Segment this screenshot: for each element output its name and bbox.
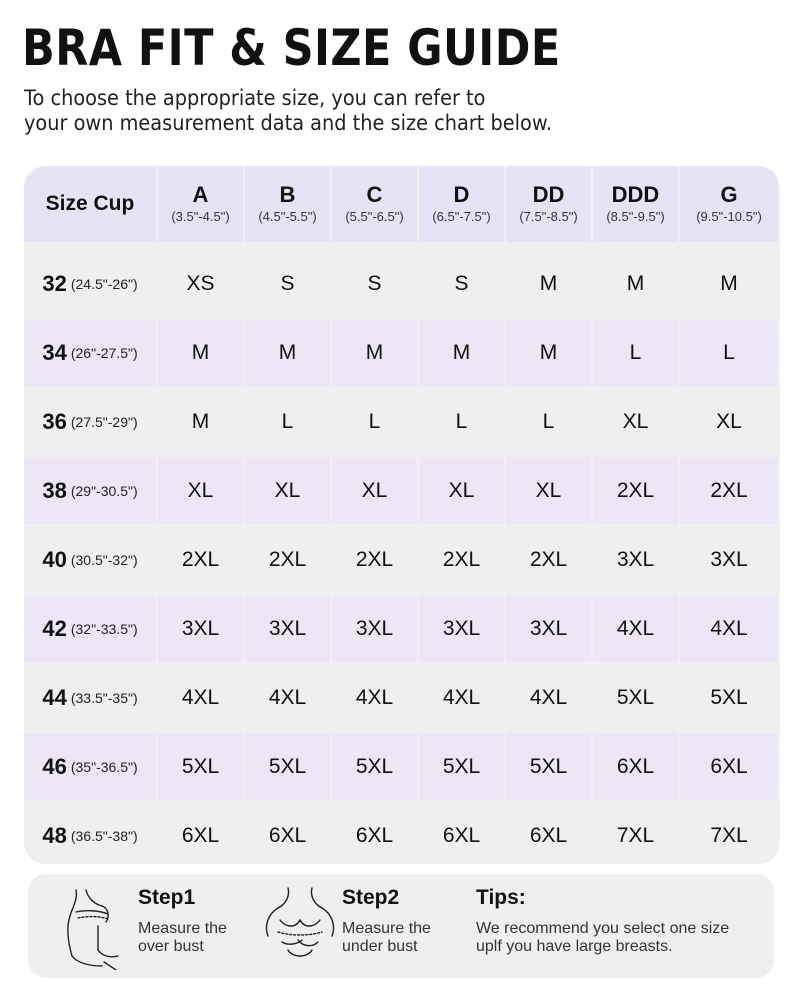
size-cell (419, 457, 504, 524)
cup-letter: B (279, 182, 296, 207)
band-cell-32 (24, 250, 156, 317)
page-title: BRA FIT & SIZE GUIDE (22, 19, 561, 77)
size-value: 4XL (616, 616, 655, 640)
band-number: 36 (42, 408, 67, 434)
size-value: 2XL (616, 478, 655, 502)
size-value: XL (274, 478, 301, 502)
cup-header-ddd (593, 166, 678, 242)
cup-header-b (245, 166, 330, 242)
size-cell (506, 802, 591, 864)
cup-letter: DD (532, 182, 565, 207)
size-cell (680, 250, 778, 317)
cup-letter: G (720, 182, 738, 207)
band-number: 44 (42, 684, 67, 710)
band-number: 42 (42, 615, 67, 641)
step1-title: Step1 (138, 886, 196, 909)
measurement-steps-panel (28, 874, 774, 978)
size-value: M (626, 271, 645, 295)
cup-header-c (332, 166, 417, 242)
size-value: 5XL (442, 754, 481, 778)
size-cell (419, 802, 504, 864)
band-range: (26"-27.5") (70, 344, 138, 361)
size-value: 2XL (355, 547, 394, 571)
size-value: 6XL (181, 823, 220, 847)
size-value: 6XL (442, 823, 481, 847)
cup-header-dd (506, 166, 591, 242)
size-value: 4XL (181, 685, 220, 709)
size-value: L (629, 340, 642, 364)
step2-text-line-2: under bust (342, 938, 418, 955)
size-value: 3XL (710, 547, 748, 571)
band-range: (27.5"-29") (70, 413, 138, 430)
size-value: M (365, 340, 384, 364)
size-value: M (191, 340, 210, 364)
tips-text (476, 920, 729, 956)
size-cell (680, 526, 778, 593)
size-cell (158, 595, 243, 662)
size-value: 6XL (355, 823, 394, 847)
size-value: XL (361, 478, 388, 502)
band-cell-48 (24, 802, 156, 864)
page-subtitle (24, 86, 723, 136)
size-cell (245, 595, 330, 662)
size-cell (158, 250, 243, 317)
size-cell (680, 595, 778, 662)
size-value: L (542, 409, 555, 433)
size-value: 6XL (268, 823, 307, 847)
size-cell (506, 664, 591, 731)
size-cell (506, 319, 591, 386)
size-value: L (368, 409, 381, 433)
size-cell (680, 388, 778, 455)
size-chart-table (24, 166, 780, 864)
size-value: 2XL (710, 478, 748, 502)
size-cell (680, 664, 778, 731)
step2-title: Step2 (342, 886, 400, 909)
band-range: (33.5"-35") (70, 689, 138, 706)
size-cell (593, 595, 678, 662)
size-value: XL (187, 478, 214, 502)
size-cell (419, 319, 504, 386)
size-cell (158, 664, 243, 731)
band-cell-42 (24, 595, 156, 662)
size-value: 6XL (616, 754, 655, 778)
size-cell (158, 388, 243, 455)
size-cell (245, 526, 330, 593)
band-range: (29"-30.5") (70, 482, 138, 499)
size-value: 4XL (529, 685, 568, 709)
band-cell-40 (24, 526, 156, 593)
size-cell (506, 388, 591, 455)
band-cell-46 (24, 733, 156, 800)
cup-letter: A (192, 182, 209, 207)
size-cell (593, 388, 678, 455)
step2-text (342, 920, 431, 956)
size-value: 5XL (616, 685, 655, 709)
size-value: XS (186, 271, 215, 295)
band-cell-34 (24, 319, 156, 386)
size-value: 3XL (181, 616, 220, 640)
step1-text-line-1: Measure the (138, 920, 227, 937)
band-number: 40 (42, 546, 67, 572)
size-value: XL (535, 478, 562, 502)
size-value: 4XL (710, 616, 748, 640)
size-value: 4XL (355, 685, 394, 709)
size-value: 3XL (442, 616, 481, 640)
size-cell (158, 802, 243, 864)
cup-range: (8.5"-9.5") (606, 209, 665, 224)
band-range: (24.5"-26") (70, 275, 138, 292)
band-number: 32 (42, 270, 67, 296)
size-cell (593, 526, 678, 593)
size-cell (332, 733, 417, 800)
size-value: S (280, 271, 295, 295)
size-value: L (723, 340, 735, 364)
size-value: 5XL (268, 754, 307, 778)
size-cell (419, 526, 504, 593)
size-cell (419, 733, 504, 800)
size-value: 3XL (616, 547, 655, 571)
cup-range: (7.5"-8.5") (519, 209, 578, 224)
cup-letter: DDD (611, 182, 660, 207)
size-cell (419, 595, 504, 662)
cup-range: (3.5"-4.5") (171, 209, 230, 224)
size-value: 3XL (529, 616, 568, 640)
band-range: (30.5"-32") (70, 551, 138, 568)
step1-text-line-2: over bust (138, 938, 204, 955)
size-value: XL (622, 409, 649, 433)
corner-label: Size Cup (45, 192, 135, 215)
size-value: M (539, 271, 558, 295)
size-value: L (455, 409, 468, 433)
cup-header-a (158, 166, 243, 242)
band-number: 48 (42, 822, 67, 848)
size-cell (158, 457, 243, 524)
cup-range: (6.5"-7.5") (432, 209, 491, 224)
size-value: M (720, 271, 738, 295)
size-cell (158, 733, 243, 800)
size-value: 5XL (529, 754, 568, 778)
band-cell-36 (24, 388, 156, 455)
size-cell (419, 664, 504, 731)
size-cell (419, 388, 504, 455)
size-value: L (281, 409, 294, 433)
size-value: 7XL (616, 823, 655, 847)
size-value: S (367, 271, 382, 295)
size-value: 2XL (268, 547, 307, 571)
band-range: (32"-33.5") (70, 620, 138, 637)
size-cell (506, 250, 591, 317)
size-value: 5XL (181, 754, 220, 778)
tips-text-line-2: uplf you have large breasts. (476, 938, 673, 955)
size-cell (158, 526, 243, 593)
size-cell (332, 802, 417, 864)
size-value: 2XL (529, 547, 568, 571)
size-cell (419, 250, 504, 317)
cup-range: (9.5"-10.5") (696, 209, 762, 224)
size-cell (593, 457, 678, 524)
size-value: XL (716, 409, 742, 433)
size-value: M (191, 409, 210, 433)
band-number: 38 (42, 477, 67, 503)
tips-text-line-1: We recommend you select one size (476, 920, 730, 937)
size-value: 4XL (268, 685, 307, 709)
size-value: 4XL (442, 685, 481, 709)
size-cell (680, 457, 778, 524)
band-number: 46 (42, 753, 67, 779)
size-cell (332, 664, 417, 731)
cup-range: (4.5"-5.5") (258, 209, 317, 224)
size-value: 6XL (710, 754, 748, 778)
size-cell (593, 664, 678, 731)
size-cell (680, 802, 778, 864)
size-cell (332, 388, 417, 455)
size-cell (158, 319, 243, 386)
size-value: 3XL (355, 616, 394, 640)
cup-letter: C (366, 182, 383, 207)
size-value: 3XL (268, 616, 307, 640)
cup-header-g (680, 166, 778, 242)
size-cell (245, 319, 330, 386)
tips-title: Tips: (476, 886, 526, 909)
cup-range: (5.5"-6.5") (345, 209, 404, 224)
cup-header-d (419, 166, 504, 242)
size-cell (593, 250, 678, 317)
size-cell (245, 664, 330, 731)
size-cell (506, 457, 591, 524)
size-value: 7XL (710, 823, 748, 847)
band-cell-38 (24, 457, 156, 524)
subtitle-line-2: your own measurement data and the size chart below. (24, 111, 552, 135)
size-cell (506, 733, 591, 800)
size-cell (332, 526, 417, 593)
size-cell (245, 388, 330, 455)
size-value: 2XL (181, 547, 220, 571)
size-cell (593, 733, 678, 800)
over-bust-measure-icon (58, 886, 136, 970)
size-cell (506, 526, 591, 593)
step1-text (138, 920, 227, 956)
band-cell-44 (24, 664, 156, 731)
step2-text-line-1: Measure the (342, 920, 431, 937)
size-value: 6XL (529, 823, 568, 847)
under-bust-measure-icon (258, 886, 342, 970)
size-value: 2XL (442, 547, 481, 571)
size-value: 5XL (710, 685, 748, 709)
band-number: 34 (42, 339, 67, 365)
size-cup-header (24, 166, 156, 242)
size-value: M (278, 340, 297, 364)
size-cell (680, 733, 778, 800)
size-value: M (539, 340, 558, 364)
size-cell (593, 319, 678, 386)
size-cell (245, 802, 330, 864)
size-cell (332, 250, 417, 317)
size-cell (332, 457, 417, 524)
size-cell (506, 595, 591, 662)
band-range: (35"-36.5") (70, 758, 138, 775)
size-cell (332, 595, 417, 662)
subtitle-line-1: To choose the appropriate size, you can refer to (24, 86, 486, 110)
size-cell (332, 319, 417, 386)
cup-letter: D (453, 182, 470, 207)
size-cell (245, 457, 330, 524)
size-cell (593, 802, 678, 864)
size-value: S (454, 271, 469, 295)
size-value: XL (448, 478, 475, 502)
size-cell (245, 250, 330, 317)
size-value: 5XL (355, 754, 394, 778)
size-cell (680, 319, 778, 386)
band-range: (36.5"-38") (70, 827, 138, 844)
size-cell (245, 733, 330, 800)
size-value: M (452, 340, 471, 364)
